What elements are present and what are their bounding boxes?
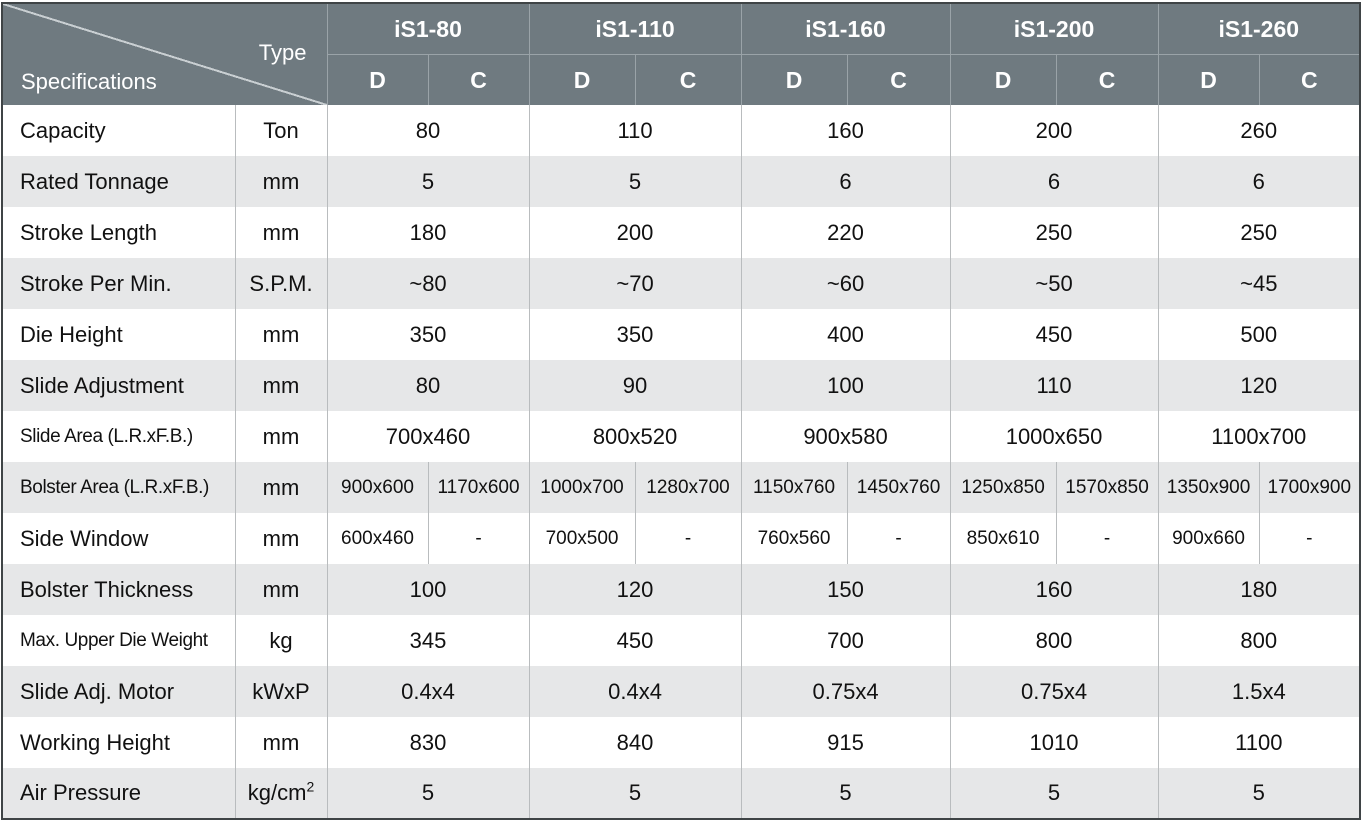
spec-value: 1700x900 bbox=[1259, 462, 1360, 513]
spec-value: 180 bbox=[327, 207, 529, 258]
spec-unit: mm bbox=[235, 360, 327, 411]
spec-value: 700x460 bbox=[327, 411, 529, 462]
spec-unit: Ton bbox=[235, 105, 327, 156]
variant-d-header: D bbox=[741, 55, 847, 106]
spec-name: Slide Adjustment bbox=[2, 360, 235, 411]
spec-value: 900x580 bbox=[741, 411, 950, 462]
spec-value: 1150x760 bbox=[741, 462, 847, 513]
variant-c-header: C bbox=[1259, 55, 1360, 106]
spec-value: 200 bbox=[950, 105, 1158, 156]
spec-value: 5 bbox=[327, 156, 529, 207]
spec-unit: mm bbox=[235, 156, 327, 207]
spec-name: Rated Tonnage bbox=[2, 156, 235, 207]
spec-value: 150 bbox=[741, 564, 950, 615]
spec-value: 1000x700 bbox=[529, 462, 635, 513]
spec-value: 700x500 bbox=[529, 513, 635, 564]
spec-name: Stroke Per Min. bbox=[2, 258, 235, 309]
spec-value: 6 bbox=[741, 156, 950, 207]
spec-name: Bolster Area (L.R.xF.B.) bbox=[2, 462, 235, 513]
variant-c-header: C bbox=[635, 55, 741, 106]
spec-value: - bbox=[428, 513, 529, 564]
spec-value: 110 bbox=[950, 360, 1158, 411]
spec-value: 0.75x4 bbox=[741, 666, 950, 717]
spec-value: ~80 bbox=[327, 258, 529, 309]
spec-value: 350 bbox=[529, 309, 741, 360]
table-row bbox=[2, 258, 1360, 309]
spec-name: Side Window bbox=[2, 513, 235, 564]
spec-value: 1010 bbox=[950, 717, 1158, 768]
spec-value: 900x660 bbox=[1158, 513, 1259, 564]
spec-value: ~60 bbox=[741, 258, 950, 309]
spec-value: 1.5x4 bbox=[1158, 666, 1360, 717]
spec-name: Bolster Thickness bbox=[2, 564, 235, 615]
header-row-models bbox=[2, 3, 1360, 55]
corner-header bbox=[2, 3, 327, 105]
spec-value: 100 bbox=[741, 360, 950, 411]
spec-value: 915 bbox=[741, 717, 950, 768]
spec-value: 1280x700 bbox=[635, 462, 741, 513]
spec-value: 6 bbox=[950, 156, 1158, 207]
spec-value: 1570x850 bbox=[1056, 462, 1158, 513]
spec-value: 220 bbox=[741, 207, 950, 258]
variant-c-header: C bbox=[428, 55, 529, 106]
spec-value: 600x460 bbox=[327, 513, 428, 564]
spec-value: 840 bbox=[529, 717, 741, 768]
spec-value: 1100x700 bbox=[1158, 411, 1360, 462]
spec-value: 120 bbox=[1158, 360, 1360, 411]
spec-value: 5 bbox=[327, 768, 529, 819]
table-row bbox=[2, 717, 1360, 768]
spec-value: 250 bbox=[950, 207, 1158, 258]
table-row bbox=[2, 156, 1360, 207]
table-row bbox=[2, 513, 1360, 564]
specifications-table bbox=[1, 2, 1361, 820]
spec-value: 1250x850 bbox=[950, 462, 1056, 513]
spec-name: Capacity bbox=[2, 105, 235, 156]
spec-value: 400 bbox=[741, 309, 950, 360]
spec-value: ~70 bbox=[529, 258, 741, 309]
spec-value: 160 bbox=[741, 105, 950, 156]
variant-c-header: C bbox=[847, 55, 950, 106]
spec-value: 800x520 bbox=[529, 411, 741, 462]
unit-text: kg/cm bbox=[247, 780, 307, 805]
variant-d-header: D bbox=[529, 55, 635, 106]
type-label: Type bbox=[258, 40, 307, 65]
spec-value: 1170x600 bbox=[428, 462, 529, 513]
table-row bbox=[2, 615, 1360, 666]
spec-name: Slide Adj. Motor bbox=[2, 666, 235, 717]
spec-unit: kg bbox=[235, 615, 327, 666]
spec-value: 0.75x4 bbox=[950, 666, 1158, 717]
specifications-label: Specifications bbox=[21, 69, 157, 94]
spec-value: 100 bbox=[327, 564, 529, 615]
spec-value: 260 bbox=[1158, 105, 1360, 156]
spec-value: 5 bbox=[529, 768, 741, 819]
spec-value: 1100 bbox=[1158, 717, 1360, 768]
spec-unit: mm bbox=[235, 513, 327, 564]
table-row bbox=[2, 411, 1360, 462]
spec-value: 6 bbox=[1158, 156, 1360, 207]
table-row bbox=[2, 462, 1360, 513]
spec-value: 830 bbox=[327, 717, 529, 768]
model-header: iS1-260 bbox=[1158, 3, 1360, 55]
spec-value: 1000x650 bbox=[950, 411, 1158, 462]
spec-value: 760x560 bbox=[741, 513, 847, 564]
spec-value: 0.4x4 bbox=[327, 666, 529, 717]
variant-d-header: D bbox=[1158, 55, 1259, 106]
unit-superscript: 2 bbox=[306, 778, 315, 795]
spec-value: 5 bbox=[529, 156, 741, 207]
model-header: iS1-160 bbox=[741, 3, 950, 55]
spec-value: 450 bbox=[529, 615, 741, 666]
spec-value: 5 bbox=[950, 768, 1158, 819]
spec-value: 345 bbox=[327, 615, 529, 666]
spec-value: 0.4x4 bbox=[529, 666, 741, 717]
table-row bbox=[2, 564, 1360, 615]
spec-unit: mm bbox=[235, 309, 327, 360]
spec-value: 1350x900 bbox=[1158, 462, 1259, 513]
spec-value: 500 bbox=[1158, 309, 1360, 360]
spec-value: 5 bbox=[1158, 768, 1360, 819]
spec-unit: mm bbox=[235, 717, 327, 768]
spec-value: 160 bbox=[950, 564, 1158, 615]
spec-value: 800 bbox=[950, 615, 1158, 666]
variant-c-header: C bbox=[1056, 55, 1158, 106]
spec-value: 800 bbox=[1158, 615, 1360, 666]
spec-unit: mm bbox=[235, 462, 327, 513]
spec-value: 80 bbox=[327, 105, 529, 156]
spec-name: Working Height bbox=[2, 717, 235, 768]
spec-value: 200 bbox=[529, 207, 741, 258]
table-row bbox=[2, 105, 1360, 156]
spec-value: 700 bbox=[741, 615, 950, 666]
spec-value: 350 bbox=[327, 309, 529, 360]
spec-unit: S.P.M. bbox=[235, 258, 327, 309]
table-row bbox=[2, 207, 1360, 258]
spec-value: 1450x760 bbox=[847, 462, 950, 513]
spec-value: 90 bbox=[529, 360, 741, 411]
table-row bbox=[2, 309, 1360, 360]
spec-name: Slide Area (L.R.xF.B.) bbox=[2, 411, 235, 462]
spec-unit: kWxP bbox=[235, 666, 327, 717]
spec-value: 900x600 bbox=[327, 462, 428, 513]
spec-value: 5 bbox=[741, 768, 950, 819]
spec-value: 180 bbox=[1158, 564, 1360, 615]
spec-value: 250 bbox=[1158, 207, 1360, 258]
spec-value: - bbox=[635, 513, 741, 564]
spec-value: - bbox=[847, 513, 950, 564]
spec-value: 110 bbox=[529, 105, 741, 156]
spec-value: ~50 bbox=[950, 258, 1158, 309]
model-header: iS1-80 bbox=[327, 3, 529, 55]
spec-unit: mm bbox=[235, 411, 327, 462]
spec-value: - bbox=[1259, 513, 1360, 564]
variant-d-header: D bbox=[950, 55, 1056, 106]
spec-value: ~45 bbox=[1158, 258, 1360, 309]
model-header: iS1-200 bbox=[950, 3, 1158, 55]
spec-name: Air Pressure bbox=[2, 768, 235, 819]
table-row bbox=[2, 666, 1360, 717]
table-row bbox=[2, 360, 1360, 411]
spec-value: - bbox=[1056, 513, 1158, 564]
spec-value: 120 bbox=[529, 564, 741, 615]
variant-d-header: D bbox=[327, 55, 428, 106]
spec-name: Stroke Length bbox=[2, 207, 235, 258]
spec-unit: mm bbox=[235, 564, 327, 615]
spec-name: Die Height bbox=[2, 309, 235, 360]
table-row bbox=[2, 768, 1360, 819]
spec-value: 850x610 bbox=[950, 513, 1056, 564]
spec-unit: mm bbox=[235, 207, 327, 258]
spec-name: Max. Upper Die Weight bbox=[2, 615, 235, 666]
spec-value: 80 bbox=[327, 360, 529, 411]
model-header: iS1-110 bbox=[529, 3, 741, 55]
spec-value: 450 bbox=[950, 309, 1158, 360]
spec-unit bbox=[235, 768, 327, 819]
